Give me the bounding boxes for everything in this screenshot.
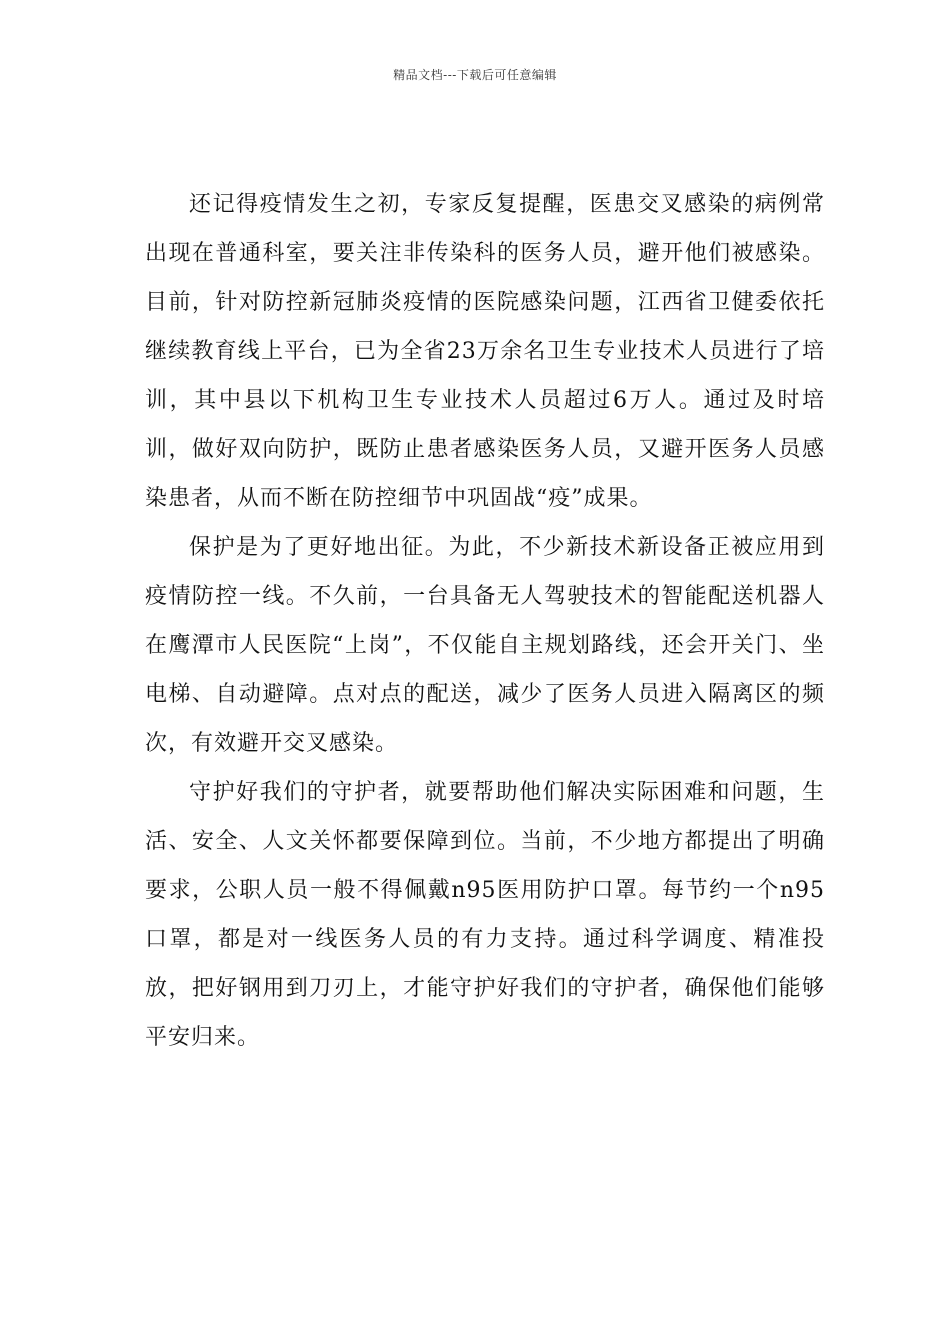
document-body bbox=[145, 180, 825, 1062]
paragraph-2: 保护是为了更好地出征。为此，不少新技术新设备正被应用到疫情防控一线。不久前，一台具备无人驾驶技术的智能配送机器人在鹰潭市人民医院“上岗”，不仅能自主规划路线，还会开关门、坐电梯、自动避障。点对点的配送，减少了医务人员进入隔离区的频次，有效避开交叉感染。 bbox=[145, 535, 825, 756]
header-note: 精品文档---下载后可任意编辑 bbox=[393, 68, 557, 82]
paragraph-1: 还记得疫情发生之初，专家反复提醒，医患交叉感染的病例常出现在普通科室，要关注非传染科的医务人员，避开他们被感染。目前，针对防控新冠肺炎疫情的医院感染问题，江西省卫健委依托继续教育线上平台，已为全省23万余名卫生专业技术人员进行了培训，其中县以下机构卫生专业技术人员超过6万人。通过及时培训，做好双向防护，既防止患者感染医务人员，又避开医务人员感染患者，从而不断在防控细节中巩固战“疫”成果。 bbox=[145, 192, 825, 511]
paragraph-3: 守护好我们的守护者，就要帮助他们解决实际困难和问题，生活、安全、人文关怀都要保障到位。当前，不少地方都提出了明确要求，公职人员一般不得佩戴n95医用防护口罩。每节约一个n95口罩，都是对一线医务人员的有力支持。通过科学调度、精准投放，把好钢用到刀刃上，才能守护好我们的守护者，确保他们能够平安归来。 bbox=[145, 780, 825, 1050]
